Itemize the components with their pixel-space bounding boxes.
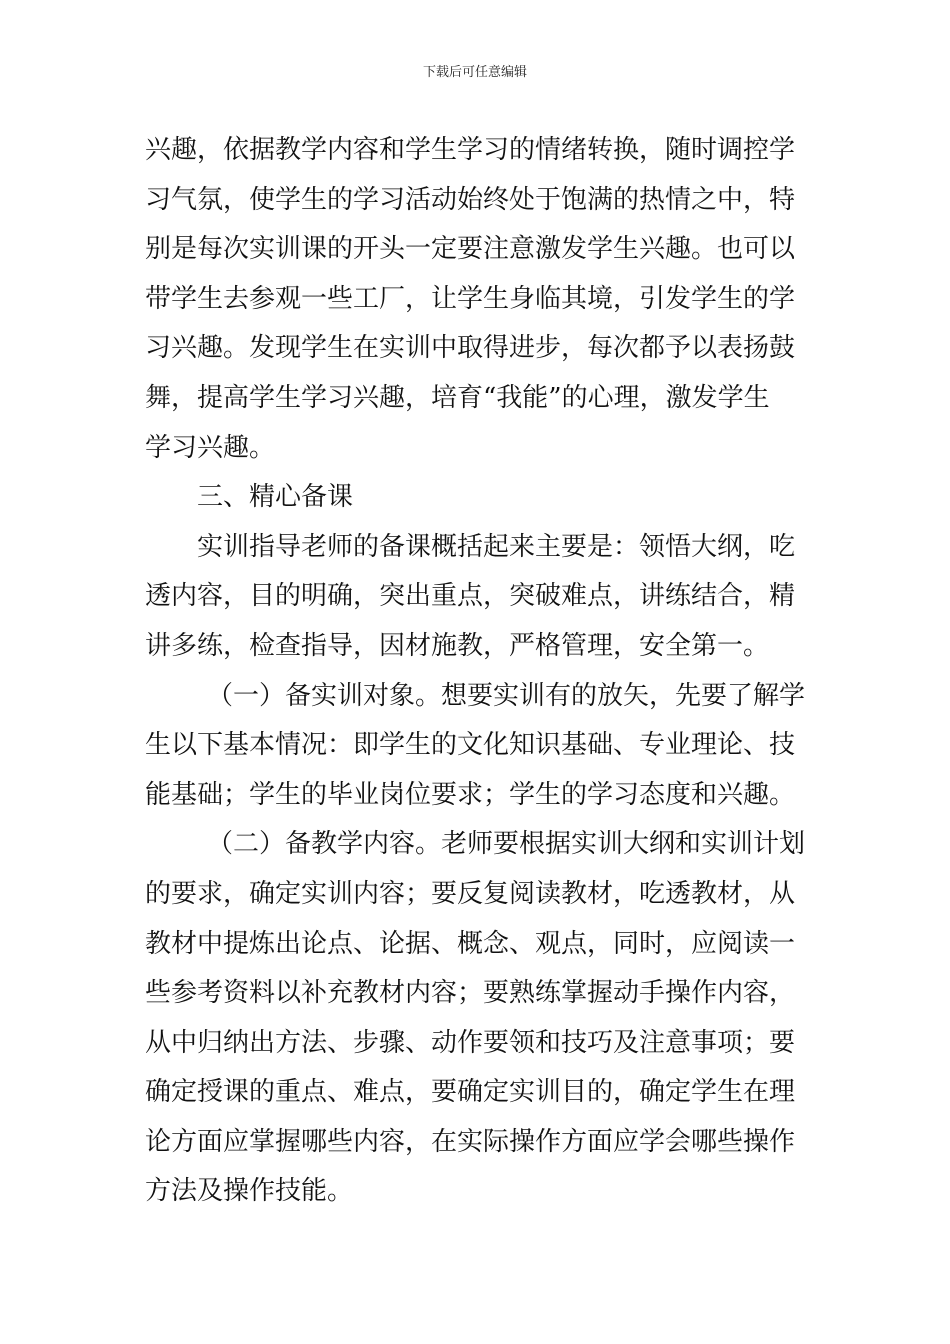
text-line: 学习兴趣。 — [145, 432, 276, 463]
paragraph-first-line: 实训指导老师的备课概括起来主要是：领悟大纲，吃 — [197, 531, 796, 562]
page-header: 下载后可任意编辑 — [422, 65, 527, 80]
text-line: 讲多练，检查指导，因材施教，严格管理，安全第一。 — [145, 630, 770, 661]
text-line: 教材中提炼出论点、论据、概念、观点，同时，应阅读一 — [145, 928, 796, 959]
text-line: 习气氛，使学生的学习活动始终处于饱满的热情之中，特 — [145, 184, 796, 215]
text-line: 论方面应掌握哪些内容，在实际操作方面应学会哪些操作 — [145, 1126, 796, 1157]
text-line: 舞，提高学生学习兴趣，培育“我能”的心理，激发学生 — [145, 382, 770, 413]
section-heading: 三、精心备课 — [197, 482, 354, 513]
text-line: 些参考资料以补充教材内容；要熟练掌握动手操作内容， — [145, 978, 796, 1009]
text-line: 生以下基本情况：即学生的文化知识基础、专业理论、技 — [145, 730, 796, 761]
paragraph-first-line: （二）备教学内容。老师要根据实训大纲和实训计划 — [207, 829, 806, 860]
text-line: 从中归纳出方法、步骤、动作要领和技巧及注意事项；要 — [145, 1027, 796, 1058]
text-line: 能基础；学生的毕业岗位要求；学生的学习态度和兴趣。 — [145, 779, 796, 810]
text-line: 习兴趣。发现学生在实训中取得进步，每次都予以表扬鼓 — [145, 333, 796, 364]
paragraph-first-line: （一）备实训对象。想要实训有的放矢，先要了解学 — [207, 680, 806, 711]
text-line: 方法及操作技能。 — [145, 1176, 354, 1207]
text-line: 兴趣，依据教学内容和学生学习的情绪转换，随时调控学 — [145, 135, 796, 165]
text-line: 别是每次实训课的开头一定要注意激发学生兴趣。也可以 — [145, 234, 796, 265]
text-line: 的要求，确定实训内容；要反复阅读教材，吃透教材，从 — [145, 878, 796, 909]
text-line: 带学生去参观一些工厂，让学生身临其境，引发学生的学 — [145, 283, 796, 314]
text-line: 确定授课的重点、难点，要确定实训目的，确定学生在理 — [145, 1077, 796, 1108]
text-line: 透内容，目的明确，突出重点，突破难点，讲练结合，精 — [145, 581, 796, 612]
document-body — [145, 126, 815, 1217]
